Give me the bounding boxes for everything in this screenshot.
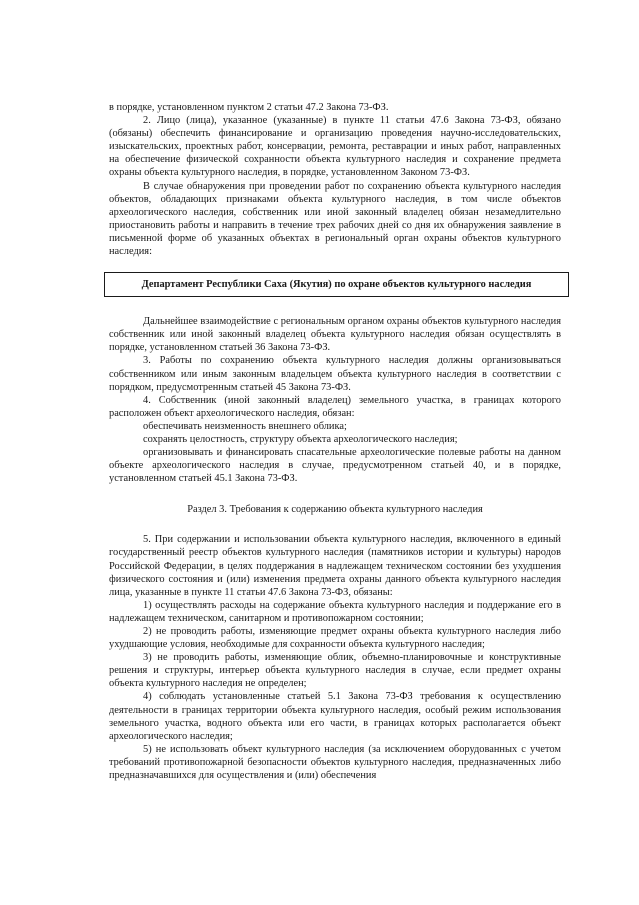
paragraph-obligation-integrity: сохранять целостность, структуру объекта археологического наследия; [143, 433, 458, 445]
paragraph-item-2: 2. Лицо (лица), указанное (указанные) в пункте 11 статьи 47.6 Закона 73-ФЗ, обязано (обязаны) обеспечить финансирование и организацию проведения научно-исследовательских, изыскательских, проектных работ, консервации, ремонта, реставрации и иных работ, направленных на обеспечение физической сохранности объекта культурного наследия и сохранение предмета охраны объекта культурного наследия, в порядке, установленном Законом 73-ФЗ. [109, 115, 561, 179]
department-name: Департамент Республики Саха (Якутия) по охране объектов культурного наследия [141, 279, 532, 291]
paragraph-obligation-rescue-works: организовывать и финансировать спасательные археологические полевые работы на данном объекте археологического наследия в случае, предусмотренном статьей 40, и в порядке, установленном статьей 45.1 Закона 73-ФЗ. [109, 447, 561, 485]
paragraph-subitem-4: 4) соблюдать установленные статьей 5.1 Закона 73-ФЗ требования к осуществлению деятельности в границах территории объекта культурного наследия, особый режим использования земельного участка, водного объекта или его части, в границах которых располагается объект археологического наследия; [109, 691, 561, 742]
department-name-box [104, 272, 569, 297]
paragraph-continuation: в порядке, установленном пунктом 2 статьи 47.2 Закона 73-ФЗ. [109, 102, 389, 113]
paragraph-item-3: 3. Работы по сохранению объекта культурного наследия должны организовываться собственником или иным законным владельцем объекта культурного наследия в соответствии с порядком, предусмотренным статьей 45 Закона 73-ФЗ. [109, 355, 561, 393]
paragraph-item-5: 5. При содержании и использовании объекта культурного наследия, включенного в единый государственный реестр объектов культурного наследия (памятников истории и культуры) народов Российской Федерации, в целях поддержания в надлежащем техническом состоянии без ухудшения физического состояния и (или) изменения предмета охраны данного объекта культурного наследия лица, указанные в пункте 11 статьи 47.6 Закона 73-ФЗ, обязаны: [109, 534, 561, 598]
paragraph-interaction: Дальнейшее взаимодействие с региональным органом охраны объектов культурного наследия собственник или иной законный владелец объекта культурного наследия обязан осуществлять в порядке, установленном статьей 36 Закона 73-ФЗ. [109, 316, 561, 354]
paragraph-subitem-2: 2) не проводить работы, изменяющие предмет охраны объекта культурного наследия либо ухудшающие условия, необходимые для сохранности объекта культурного наследия; [109, 626, 561, 651]
paragraph-discovery-of-objects: В случае обнаружения при проведении работ по сохранению объекта культурного наследия объектов, обладающих признаками объекта культурного наследия, в том числе объектов археологического наследия, собственник или иной законный владелец обязан незамедлительно приостановить работы и направить в течение трех рабочих дней со дня их обнаружения заявление в письменной форме об указанных объектах в региональный орган охраны объектов культурного наследия: [109, 180, 561, 258]
paragraph-subitem-1: 1) осуществлять расходы на содержание объекта культурного наследия и поддержание его в надлежащем техническом, санитарном и противопожарном состоянии; [109, 599, 561, 624]
paragraph-item-4: 4. Собственник (иной законный владелец) земельного участка, в границах которого расположен объект археологического наследия, обязан: [109, 394, 561, 419]
document-page [109, 101, 561, 782]
section-3-title: Раздел 3. Требования к содержанию объекта культурного наследия [187, 504, 483, 516]
paragraph-obligation-appearance: обеспечивать неизменность внешнего облика; [143, 420, 347, 432]
paragraph-subitem-5: 5) не использовать объект культурного наследия (за исключением оборудованных с учетом требований противопожарной безопасности объектов культурного наследия, предназначенных либо предназначавшихся для осуществления и (или) обеспечения [109, 743, 561, 782]
paragraph-subitem-3: 3) не проводить работы, изменяющие облик, объемно-планировочные и конструктивные решения и структуры, интерьер объекта культурного наследия в случае, если предмет охраны объекта культурного наследия не определен; [109, 652, 561, 690]
